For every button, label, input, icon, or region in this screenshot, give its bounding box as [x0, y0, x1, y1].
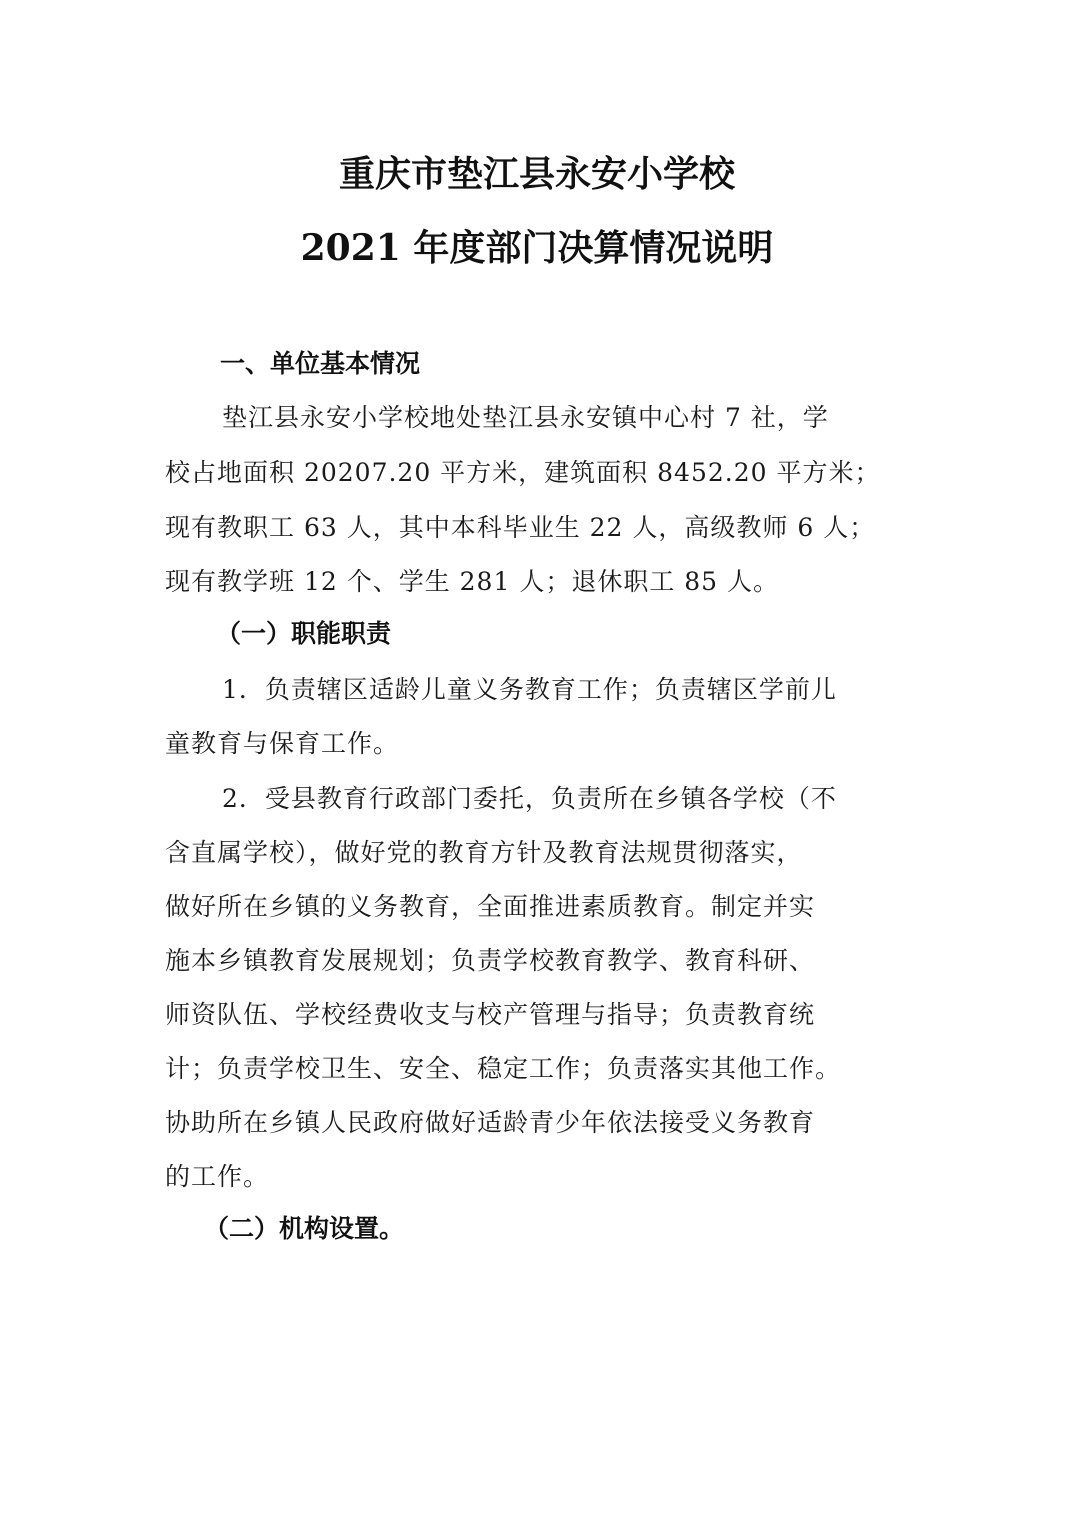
- section-heading-basic-info: 一、单位基本情况: [220, 349, 421, 378]
- paragraph-line: 计；负责学校卫生、安全、稳定工作；负责落实其他工作。: [165, 1054, 842, 1083]
- document-title-line1: 重庆市垫江县永安小学校: [338, 153, 735, 195]
- paragraph-line: 现有教职工 63 人，其中本科毕业生 22 人，高级教师 6 人；: [165, 513, 876, 542]
- paragraph-line: 做好所在乡镇的义务教育，全面推进素质教育。制定并实: [165, 892, 816, 921]
- document-title-line2: 2021 年度部门决算情况说明: [300, 227, 774, 269]
- paragraph-line: 垫江县永安小学校地处垫江县永安镇中心村 7 社，学: [222, 403, 829, 432]
- paragraph-line: 的工作。: [165, 1162, 270, 1191]
- subsection-heading-organization: （二）机构设置。: [204, 1214, 405, 1243]
- paragraph-line: 师资队伍、学校经费收支与校产管理与指导；负责教育统: [165, 1000, 816, 1029]
- paragraph-line: 童教育与保育工作。: [165, 729, 400, 758]
- subsection-heading-duties: （一）职能职责: [216, 619, 392, 648]
- paragraph-line: 施本乡镇教育发展规划；负责学校教育教学、教育科研、: [165, 946, 816, 975]
- paragraph-line: 现有教学班 12 个、学生 281 人；退休职工 85 人。: [165, 567, 780, 596]
- paragraph-line: 含直属学校），做好党的教育方针及教育法规贯彻落实，: [165, 838, 803, 867]
- paragraph-line: 校占地面积 20207.20 平方米，建筑面积 8452.20 平方米；: [165, 458, 881, 487]
- paragraph-line: 协助所在乡镇人民政府做好适龄青少年依法接受义务教育: [165, 1108, 816, 1137]
- paragraph-line: 1．负责辖区适龄儿童义务教育工作；负责辖区学前儿: [222, 675, 837, 704]
- paragraph-line: 2．受县教育行政部门委托，负责所在乡镇各学校（不: [222, 784, 837, 813]
